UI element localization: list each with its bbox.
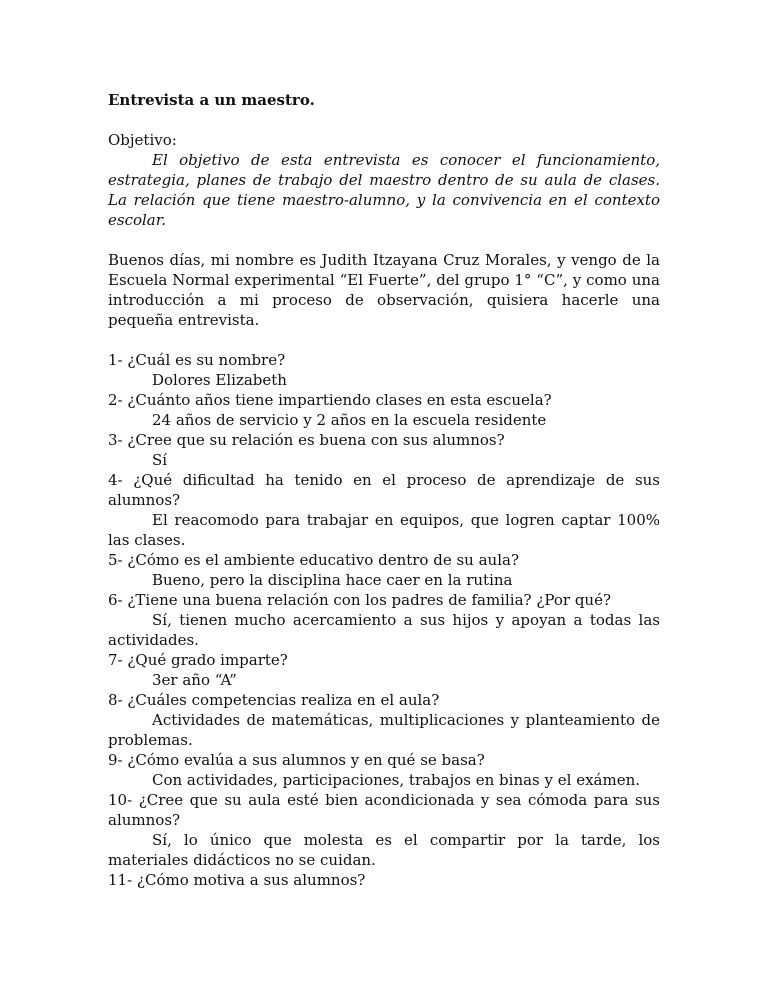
intro-paragraph: Buenos días, mi nombre es Judith Itzayana Cruz Morales, y vengo de la Escuela Normal experimental “El Fuerte”, del grupo 1° “C”, y como una introducción a mi proceso de observación, quisiera hacerle una pequeña entrevista.: [108, 251, 660, 329]
answer-7: 3er año “A”: [152, 671, 237, 689]
document-body: [108, 90, 660, 890]
question-5: 5- ¿Cómo es el ambiente educativo dentro de su aula?: [108, 551, 519, 569]
answer-3: Sí: [152, 451, 168, 469]
spacer: [108, 330, 660, 350]
qa-block-3: [108, 430, 660, 470]
objective-text: El objetivo de esta entrevista es conocer el funcionamiento, estrategia, planes de trabajo del maestro dentro de su aula de clases. La relación que tiene maestro-alumno, y la convivencia en el contexto escolar.: [108, 151, 660, 229]
question-3: 3- ¿Cree que su relación es buena con sus alumnos?: [108, 431, 505, 449]
qa-block-6: [108, 590, 660, 650]
qa-block-2: [108, 390, 660, 430]
answer-5: Bueno, pero la disciplina hace caer en la rutina: [152, 571, 513, 589]
question-11: 11- ¿Cómo motiva a sus alumnos?: [108, 871, 366, 889]
question-4: 4- ¿Qué dificultad ha tenido en el proceso de aprendizaje de sus alumnos?: [108, 471, 660, 509]
qa-block-9: [108, 750, 660, 790]
question-10: 10- ¿Cree que su aula esté bien acondicionada y sea cómoda para sus alumnos?: [108, 791, 660, 829]
answer-2: 24 años de servicio y 2 años en la escuela residente: [152, 411, 547, 429]
qa-block-10: [108, 790, 660, 870]
objective-label: Objetivo:: [108, 131, 177, 149]
question-2: 2- ¿Cuánto años tiene impartiendo clases en esta escuela?: [108, 391, 552, 409]
answer-6: Sí, tienen mucho acercamiento a sus hijos y apoyan a todas las actividades.: [108, 611, 660, 649]
question-7: 7- ¿Qué grado imparte?: [108, 651, 288, 669]
question-8: 8- ¿Cuáles competencias realiza en el aula?: [108, 691, 440, 709]
spacer: [108, 230, 660, 250]
spacer: [108, 110, 660, 130]
qa-block-4: [108, 470, 660, 550]
qa-block-1: [108, 350, 660, 390]
question-9: 9- ¿Cómo evalúa a sus alumnos y en qué se basa?: [108, 751, 485, 769]
answer-8: Actividades de matemáticas, multiplicaciones y planteamiento de problemas.: [108, 711, 660, 749]
qa-block-11: [108, 870, 660, 890]
qa-block-7: [108, 650, 660, 690]
answer-1: Dolores Elizabeth: [152, 371, 287, 389]
question-1: 1- ¿Cuál es su nombre?: [108, 351, 286, 369]
answer-4: El reacomodo para trabajar en equipos, que logren captar 100% las clases.: [108, 511, 660, 549]
qa-block-5: [108, 550, 660, 590]
qa-block-8: [108, 690, 660, 750]
answer-9: Con actividades, participaciones, trabajos en binas y el exámen.: [152, 771, 641, 789]
document-title: Entrevista a un maestro.: [108, 91, 315, 109]
answer-10: Sí, lo único que molesta es el compartir por la tarde, los materiales didácticos no se cuidan.: [108, 831, 660, 869]
question-6: 6- ¿Tiene una buena relación con los padres de familia? ¿Por qué?: [108, 591, 611, 609]
